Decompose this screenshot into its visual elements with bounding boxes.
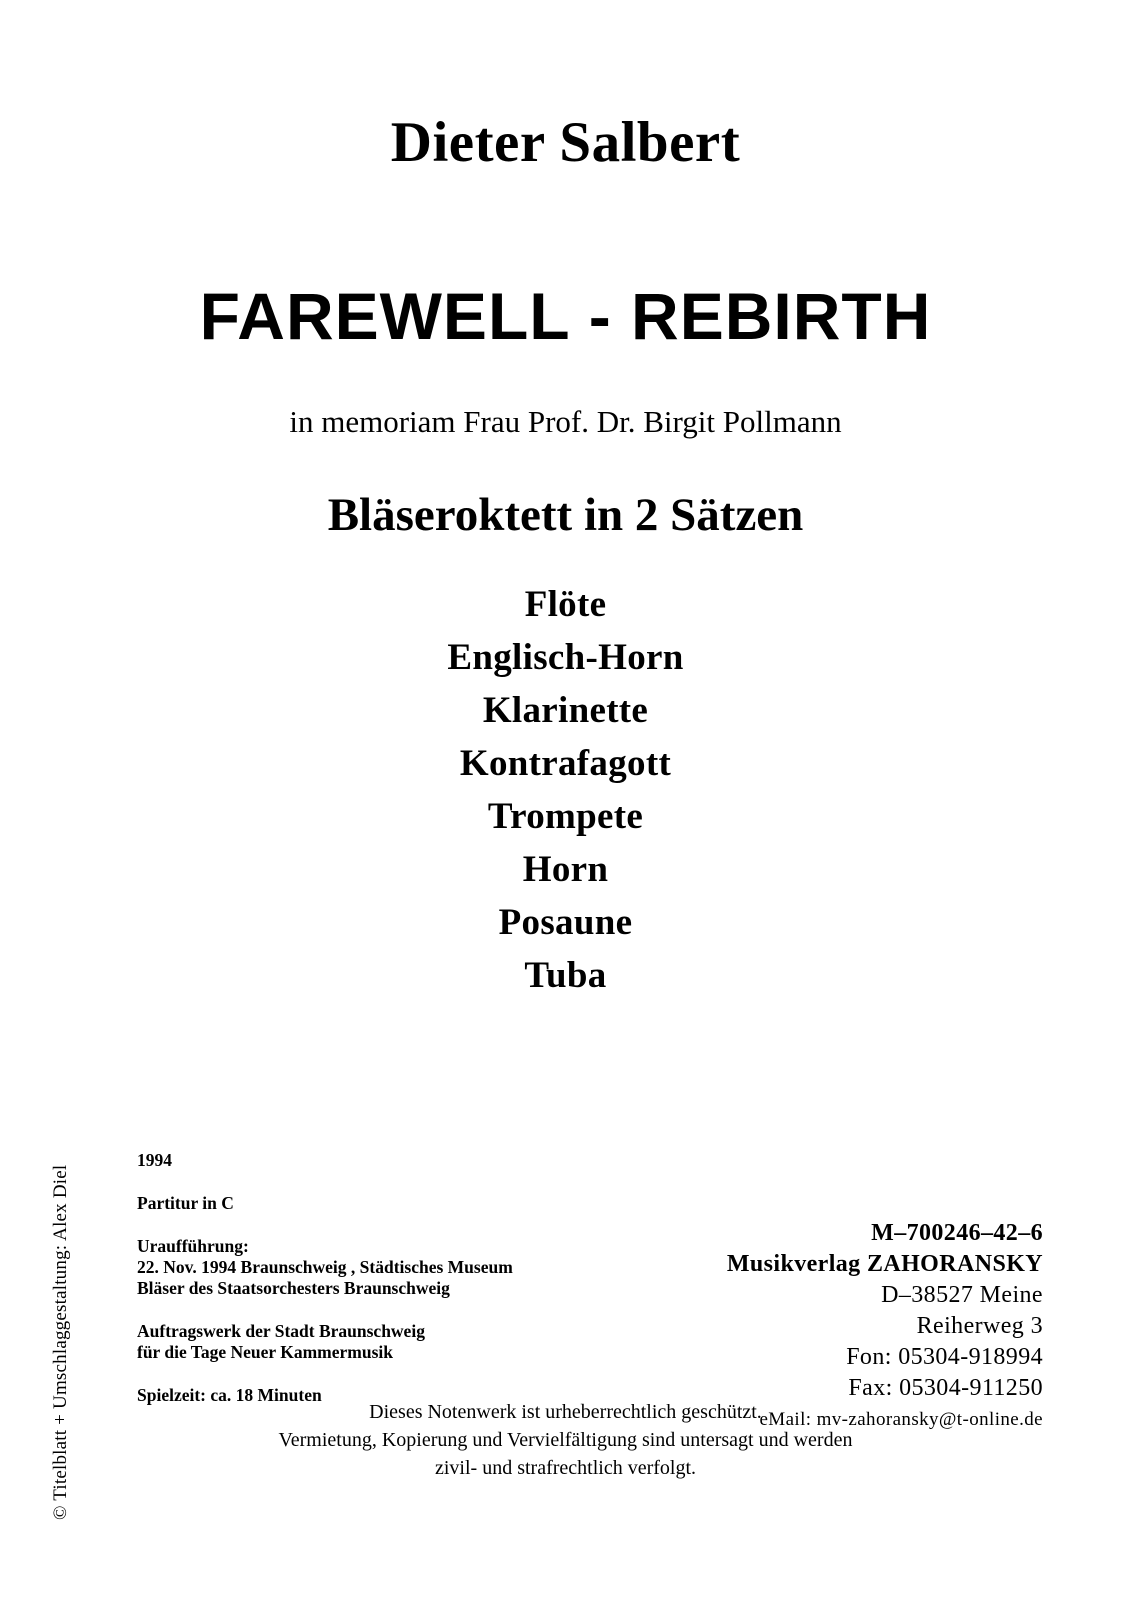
- premiere-label: Uraufführung:: [137, 1236, 249, 1256]
- publisher-fax: Fax: 05304-911250: [848, 1375, 1043, 1401]
- publisher-phone: Fon: 05304-918994: [846, 1344, 1043, 1370]
- publisher-email: eMail: mv-zahoransky@t-online.de: [759, 1409, 1043, 1430]
- list-item: Flöte: [524, 584, 607, 625]
- list-item: Horn: [522, 849, 609, 890]
- ismn-number: M–700246–42–6: [871, 1220, 1043, 1246]
- publisher-street: Reiherweg 3: [916, 1313, 1043, 1339]
- score-type-value: Partitur in C: [137, 1193, 234, 1213]
- publisher-name: Musikverlag ZAHORANSKY: [726, 1251, 1043, 1277]
- copyright-notice: [0, 1398, 1131, 1482]
- publisher-city: D–38527 Meine: [881, 1282, 1043, 1308]
- year-block: [137, 1150, 697, 1171]
- year-value: 1994: [137, 1150, 172, 1170]
- premiere-ensemble: Bläser des Staatsorchesters Braunschweig: [137, 1278, 450, 1298]
- list-item: Klarinette: [482, 690, 649, 731]
- dedication-line: in memoriam Frau Prof. Dr. Birgit Pollmann: [289, 404, 842, 439]
- cover-design-credit: © Titelblatt + Umschlaggestaltung: Alex Diel: [50, 1164, 71, 1520]
- work-subtitle: Bläseroktett in 2 Sätzen: [327, 489, 804, 541]
- instrumentation-list: [0, 578, 1131, 1002]
- score-type-block: [137, 1193, 697, 1214]
- notice-line-1: Dieses Notenwerk ist urheberrechtlich geschützt.: [369, 1401, 762, 1423]
- list-item: Trompete: [487, 796, 644, 837]
- work-title: FAREWELL - REBIRTH: [199, 279, 932, 353]
- list-item: Kontrafagott: [459, 743, 672, 784]
- notice-line-3: zivil- und strafrechtlich verfolgt.: [434, 1457, 696, 1479]
- duration-value: Spielzeit: ca. 18 Minuten: [137, 1385, 322, 1405]
- list-item: Tuba: [524, 955, 607, 996]
- commission-line-2: für die Tage Neuer Kammermusik: [137, 1342, 394, 1362]
- list-item: Englisch-Horn: [447, 637, 684, 678]
- notice-line-2: Vermietung, Kopierung und Vervielfältigung sind untersagt und werden: [278, 1429, 853, 1451]
- premiere-date-place: 22. Nov. 1994 Braunschweig , Städtisches Museum: [137, 1257, 513, 1277]
- commission-line-1: Auftragswerk der Stadt Braunschweig: [137, 1321, 425, 1341]
- list-item: Posaune: [498, 902, 633, 943]
- composer-name: Dieter Salbert: [390, 111, 741, 174]
